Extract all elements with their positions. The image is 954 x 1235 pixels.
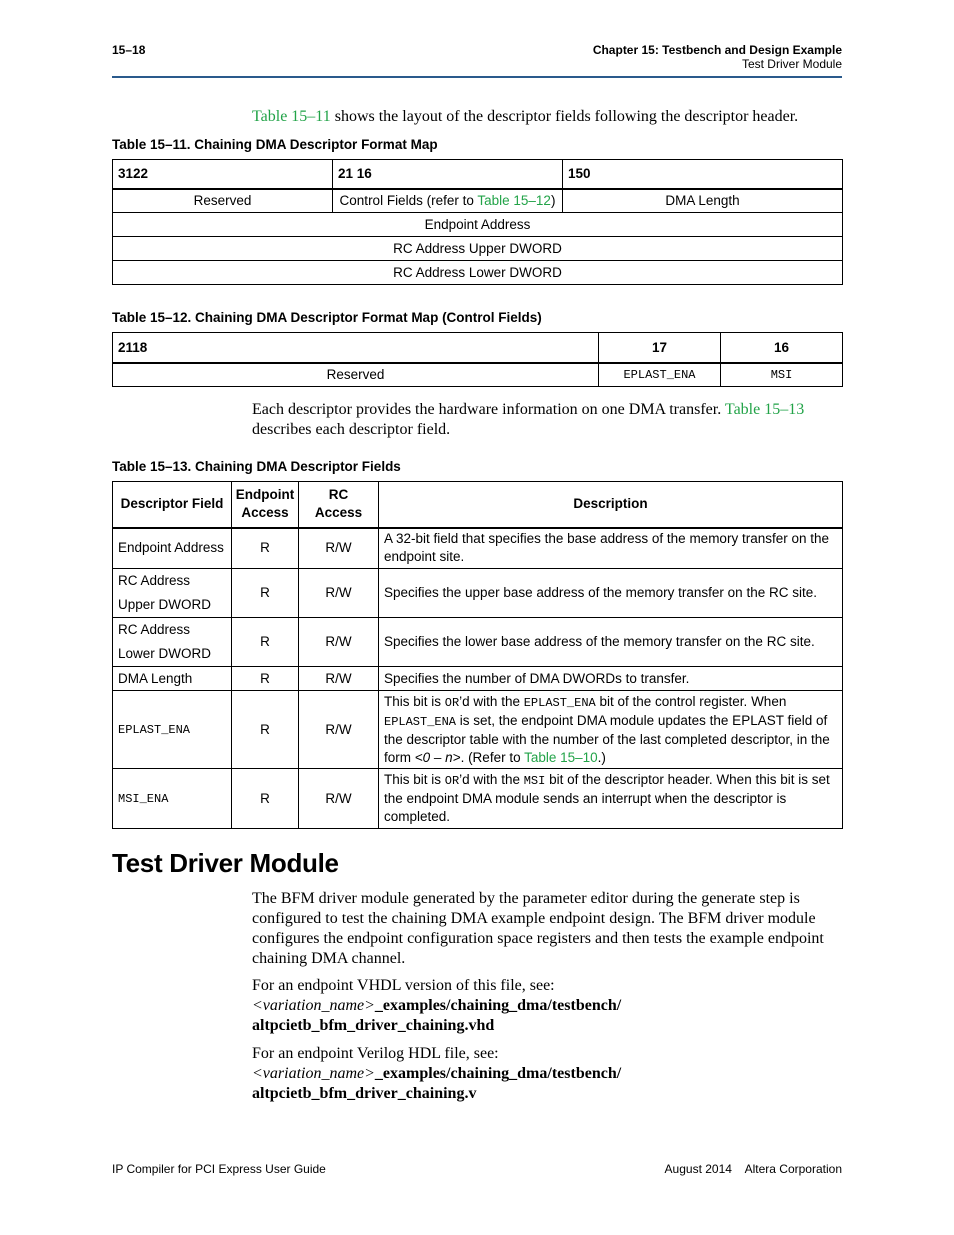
code-text: EPLAST_ENA: [384, 714, 457, 729]
file-path: _examples/chaining_dma/testbench/: [374, 1065, 622, 1082]
file-name: altpcietb_bfm_driver_chaining.vhd: [252, 1017, 495, 1034]
field-cell: DMA Length: [113, 667, 232, 691]
italic-text: <0 – n>: [414, 749, 461, 765]
table-header-cell: 3122: [113, 160, 333, 189]
table-15-11-link[interactable]: Table 15–11: [252, 108, 331, 125]
table-row: [113, 618, 843, 667]
description-cell: A 32-bit field that specifies the base address of the memory transfer on the endpoint site.: [379, 528, 843, 569]
footer-right: August 2014 Altera Corporation: [664, 1162, 842, 1176]
table-header-cell: 16: [721, 333, 843, 363]
header-rule: [112, 76, 842, 78]
description-text: .): [597, 749, 606, 765]
table-row: RC Address Upper DWORD: [113, 237, 843, 261]
paragraph-text: describes each descriptor field.: [252, 421, 451, 438]
table-15-11-caption: Table 15–11. Chaining DMA Descriptor Format Map: [112, 137, 438, 152]
endpoint-access-cell: R: [232, 691, 299, 769]
paragraph-text: Each descriptor provides the hardware information on one DMA transfer.: [252, 401, 725, 418]
description-text: is set, the endpoint DMA module updates the EPLAST field of the descriptor table with the number of the last completed descriptor, in the form: [384, 712, 830, 765]
table-header-cell: 21 16: [333, 160, 563, 189]
table-row: [113, 769, 843, 829]
table-row: [113, 691, 843, 769]
description-cell: [379, 769, 843, 829]
variation-name: <variation_name>: [252, 1065, 375, 1082]
description-text: bit of the control register. When: [595, 693, 787, 709]
rc-access-cell: R/W: [299, 691, 379, 769]
description-text: ’d with the: [459, 772, 524, 787]
intro-text: shows the layout of the descriptor fields following the descriptor header.: [330, 108, 799, 125]
table-header-cell: Description: [379, 482, 843, 528]
description-text: bit of the descriptor header. When this bit is set the endpoint DMA module sends an interrupt when the descriptor is completed.: [384, 772, 830, 824]
table-15-12-link[interactable]: Table 15–12: [477, 193, 551, 209]
control-fields-suffix: ): [550, 193, 556, 209]
table-header-cell: 17: [599, 333, 721, 363]
endpoint-access-cell: R: [232, 667, 299, 691]
control-fields-cell: [333, 189, 563, 213]
footer-left: IP Compiler for PCI Express User Guide: [112, 1162, 326, 1176]
table-row: [113, 569, 843, 618]
dma-length-cell: DMA Length: [563, 189, 843, 213]
variation-name: <variation_name>: [252, 997, 375, 1014]
table-row: [113, 667, 843, 691]
description-text: . (Refer to: [460, 749, 525, 765]
table-15-13-caption: Table 15–13. Chaining DMA Descriptor Fields: [112, 459, 401, 474]
table-row: RC Address Lower DWORD: [113, 261, 843, 285]
table-header-cell: RC Access: [299, 482, 379, 528]
file-path: _examples/chaining_dma/testbench/: [374, 997, 622, 1014]
eplast-ena-cell: EPLAST_ENA: [599, 363, 721, 387]
control-fields-text: Control Fields (refer to: [339, 193, 478, 209]
table-row: [113, 528, 843, 569]
field-cell: [113, 618, 232, 667]
field-line: Upper DWORD: [118, 597, 212, 612]
paragraph-text: For an endpoint Verilog HDL file, see:: [252, 1045, 499, 1062]
table-15-10-link[interactable]: Table 15–10: [524, 749, 598, 765]
code-text: MSI: [523, 774, 546, 788]
table-15-13: [112, 481, 843, 829]
description-cell: Specifies the upper base address of the memory transfer on the RC site.: [379, 569, 843, 618]
field-line: Lower DWORD: [118, 646, 212, 661]
description-text: This bit is: [384, 693, 445, 709]
rc-access-cell: R/W: [299, 667, 379, 691]
code-text: EPLAST_ENA: [523, 695, 596, 710]
field-cell: MSI_ENA: [113, 769, 232, 829]
running-header: [593, 43, 842, 71]
section-title-header: Test Driver Module: [741, 57, 842, 71]
endpoint-access-cell: R: [232, 569, 299, 618]
field-cell: Endpoint Address: [113, 528, 232, 569]
endpoint-access-cell: R: [232, 769, 299, 829]
intro-paragraph: [252, 107, 798, 127]
field-cell: [113, 569, 232, 618]
table-15-13-link[interactable]: Table 15–13: [724, 401, 805, 418]
body-paragraph: The BFM driver module generated by the parameter editor during the generate step is configured to test the chaining DMA example endpoint design. The BFM driver module configures the endpoint configuration space registers and then tests the example endpoint chaining DMA channel.: [252, 890, 824, 967]
rc-access-cell: R/W: [299, 569, 379, 618]
description-text: ’d with the: [459, 693, 524, 709]
reserved-cell: Reserved: [113, 363, 599, 387]
field-cell: EPLAST_ENA: [113, 691, 232, 769]
reserved-cell: Reserved: [113, 189, 333, 213]
code-text: OR: [444, 774, 460, 788]
table-header-cell: Endpoint Access: [232, 482, 299, 528]
description-cell: [379, 691, 843, 769]
paragraph-text: For an endpoint VHDL version of this file, see:: [252, 977, 555, 994]
table-header-cell: 150: [563, 160, 843, 189]
table-header-cell: 2118: [113, 333, 599, 363]
code-text: OR: [444, 695, 460, 710]
field-line: RC Address: [118, 622, 191, 637]
descriptor-paragraph: [252, 400, 842, 440]
file-name: altpcietb_bfm_driver_chaining.v: [252, 1085, 477, 1102]
table-15-12: [112, 332, 843, 387]
verilog-file-paragraph: [252, 1044, 842, 1104]
description-text: This bit is: [384, 772, 445, 787]
table-header-cell: Descriptor Field: [113, 482, 232, 528]
table-15-11: [112, 159, 843, 285]
field-line: RC Address: [118, 573, 191, 588]
rc-access-cell: R/W: [299, 618, 379, 667]
chapter-title: Chapter 15: Testbench and Design Example: [592, 43, 842, 57]
msi-cell: MSI: [721, 363, 843, 387]
rc-access-cell: R/W: [299, 769, 379, 829]
vhdl-file-paragraph: [252, 976, 842, 1036]
page-number: 15–18: [112, 43, 146, 57]
section-heading: Test Driver Module: [112, 848, 339, 878]
description-cell: Specifies the lower base address of the memory transfer on the RC site.: [379, 618, 843, 667]
description-cell: Specifies the number of DMA DWORDs to transfer.: [379, 667, 843, 691]
endpoint-access-cell: R: [232, 528, 299, 569]
table-row: Endpoint Address: [113, 213, 843, 237]
endpoint-access-cell: R: [232, 618, 299, 667]
table-15-12-caption: Table 15–12. Chaining DMA Descriptor Format Map (Control Fields): [112, 310, 542, 325]
rc-access-cell: R/W: [299, 528, 379, 569]
